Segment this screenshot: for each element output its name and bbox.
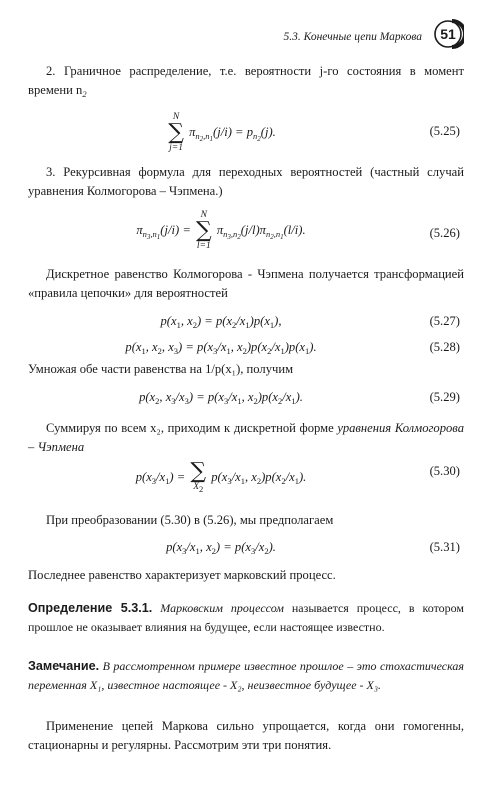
- eq-number-5-31: (5.31): [429, 540, 460, 554]
- remark-text: В рассмотренном примере известное прошлое – это стохастическая переменная X₁, известное настоящее - X₂, неизвестное будущее - X₃.: [28, 659, 464, 692]
- eq-number-5-26: (5.26): [429, 226, 460, 240]
- ck-intro-text: Дискретное равенство Колмогорова - Чэпмена получается трансформацией «правила цепочки» для вероятностей: [28, 267, 464, 300]
- summing-paragraph: [28, 419, 464, 457]
- definition-5-3-1: [28, 599, 464, 637]
- closing-paragraph: [28, 717, 464, 755]
- equation-5-28: $p(x_1$, $x_2$, $x_3) = p(x_3/x_1$, $x_2)p(x_2/x_1)p(x_1)$. (5.28): [125, 340, 460, 356]
- remark-label: Замечание.: [28, 659, 100, 673]
- page-number: 51: [440, 26, 456, 42]
- last-equation-text: Последнее равенство характеризует марковский процесс.: [28, 568, 336, 582]
- closing-text: Применение цепей Маркова сильно упрощается, когда они гомогенны, стационарны и регулярны. Рассмотрим эти три понятия.: [28, 719, 464, 752]
- ck-equation-term: уравнения Колмогорова – Чэпмена: [28, 421, 464, 454]
- item-2-text: 2. Граничное распределение, т.е. вероятности j-го состояния в момент времени n: [28, 64, 464, 97]
- last-equation-paragraph: [28, 566, 464, 585]
- summing-text: Суммируя по всем x₂, приходим к дискретной форме: [46, 421, 338, 435]
- definition-label: Определение 5.3.1.: [28, 601, 153, 615]
- eq-number-5-25: (5.25): [429, 124, 460, 138]
- running-head-title: 5.3. Конечные цепи Маркова: [283, 31, 422, 43]
- equation-5-31: $p(x_3/x_1$, $x_2) = p(x_3/x_2)$. (5.31): [166, 540, 460, 556]
- eq-number-5-30: (5.30): [429, 464, 460, 478]
- transform-paragraph: [28, 511, 464, 530]
- equation-5-27: $p(x_1$, $x_2) = p(x_2/x_1)p(x_1)$, (5.27): [160, 314, 460, 330]
- definition-text: называется процесс, в котором прошлое не оказывает влияния на будущее, если настоящее известно.: [28, 601, 465, 634]
- multiply-text: Умножая обе части равенства на 1/p(x₁), получим: [28, 362, 294, 376]
- item-3-text: 3. Рекурсивная формула для переходных вероятностей (частный случай уравнения Колмогорова – Чэпмена.): [28, 165, 464, 198]
- transform-text: При преобразовании (5.30) в (5.26), мы предполагаем: [46, 513, 334, 527]
- eq-number-5-27: (5.27): [429, 314, 460, 328]
- remark: [28, 657, 464, 695]
- ck-intro-paragraph: [28, 265, 464, 303]
- equation-5-26: $\pi_{n_3,n_1}(j/i)$ = N ∑ l=1 $\pi_{n_3,n_2}(j/l)\pi_{n_2,n_1}(l/i)$. (5.26): [136, 210, 460, 251]
- equation-5-30: $p(x_3/x_1)$ = ∑ $X_2$ $p(x_3/x_1$, $x_2)p(x_2/x_1)$. (5.30): [135, 459, 460, 494]
- equation-5-29: $p(x_2$, $x_3/x_3) = p(x_3/x_1$, $x_2)p(x_2/x_1)$. (5.29): [139, 390, 460, 406]
- item-3: [28, 163, 464, 201]
- equation-5-25: N ∑ j=1 $\pi_{n_2,n_1}(j/i) = p_{n_2}(j)$. (5.25): [168, 112, 460, 153]
- item-2: 2. Граничное распределение, т.е. вероятности j-го состояния в момент времени $n_2$: [28, 64, 464, 99]
- eq-number-5-29: (5.29): [429, 390, 460, 404]
- multiply-paragraph: [28, 360, 464, 379]
- page-number-badge: [432, 18, 464, 50]
- eq-number-5-28: (5.28): [429, 340, 460, 354]
- definition-term: Марковским процессом: [160, 601, 284, 615]
